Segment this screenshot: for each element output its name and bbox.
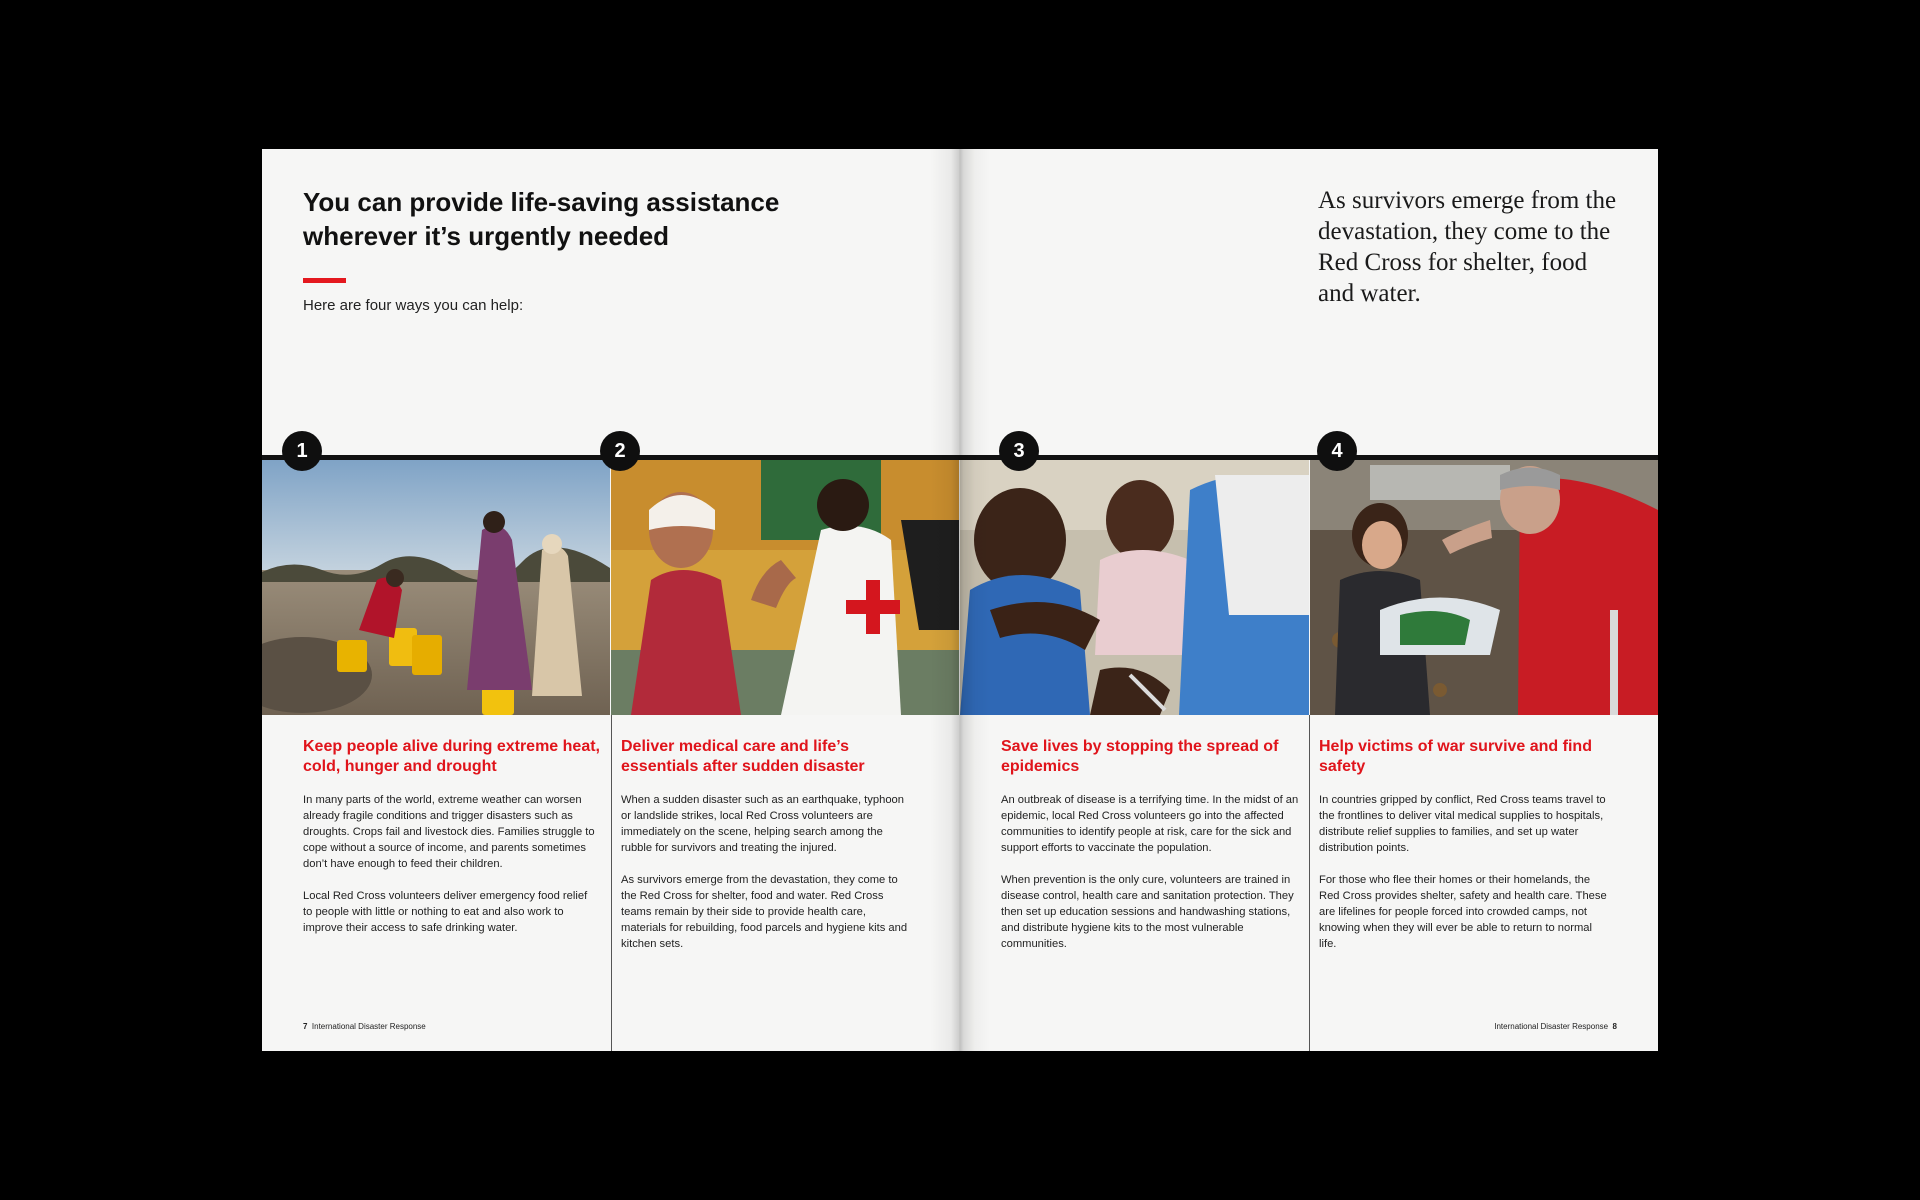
way-1-title: Keep people alive during extreme heat, cold, hunger and drought bbox=[303, 738, 600, 775]
red-accent-rule bbox=[303, 278, 346, 283]
way-2-paragraph: When a sudden disaster such as an earthquake, typhoon or landslide strikes, local Red Cross volunteers are immediately on the scene, helping search among the rubble for survivors and treating the injured. bbox=[621, 794, 904, 854]
way-3-title: Save lives by stopping the spread of epidemics bbox=[1001, 738, 1279, 775]
photo-vaccination bbox=[960, 460, 1309, 715]
way-3-body bbox=[1001, 792, 1301, 968]
left-page-number: 7 bbox=[303, 1022, 308, 1031]
column-divider-3 bbox=[1309, 715, 1310, 1051]
way-1-number-badge: 1 bbox=[282, 431, 322, 471]
way-2-body bbox=[621, 792, 913, 968]
way-4-paragraph: For those who flee their homes or their homelands, the Red Cross provides shelter, safety and health care. These are lifelines for people forced into crowded camps, not knowing when they will ever be able to return to normal life. bbox=[1319, 874, 1607, 950]
right-footer bbox=[1494, 1022, 1617, 1031]
way-1-paragraph: In many parts of the world, extreme weather can worsen already fragile conditions and trigger disasters such as droughts. Crops fail and livestock dies. Families struggle to cope without a source of income, and parents sometimes don’t have enough to feed their children. bbox=[303, 794, 595, 870]
left-footer bbox=[303, 1022, 426, 1031]
way-4-number-badge: 4 bbox=[1317, 431, 1357, 471]
brochure-spread bbox=[262, 149, 1658, 1051]
way-1-body bbox=[303, 792, 595, 952]
way-4-title: Help victims of war survive and find safety bbox=[1319, 738, 1592, 775]
way-4-body bbox=[1319, 792, 1611, 968]
way-4-paragraph: In countries gripped by conflict, Red Cross teams travel to the frontlines to deliver vital medical supplies to hospitals, distribute relief supplies to families, and set up water distribution points. bbox=[1319, 794, 1606, 854]
page-headline: You can provide life-saving assistance wherever it’s urgently needed bbox=[303, 187, 780, 251]
way-3-paragraph: An outbreak of disease is a terrifying time. In the midst of an epidemic, local Red Cross volunteers go into the affected communities to identify people at risk, care for the sick and support efforts to vaccinate the population. bbox=[1001, 794, 1299, 854]
right-page-number: 8 bbox=[1612, 1022, 1617, 1031]
intro-text: Here are four ways you can help: bbox=[303, 297, 524, 314]
way-1-paragraph: Local Red Cross volunteers deliver emergency food relief to people with little or nothing to eat and also work to improve their access to safe drinking water. bbox=[303, 890, 588, 934]
right-footer-label: International Disaster Response bbox=[1494, 1022, 1609, 1031]
photo-medical-care bbox=[611, 460, 959, 715]
column-divider-1 bbox=[611, 715, 612, 1051]
left-footer-label: International Disaster Response bbox=[311, 1022, 426, 1031]
way-2-number-badge: 2 bbox=[600, 431, 640, 471]
photo-conflict-relief bbox=[1310, 460, 1658, 715]
way-3-number-badge: 3 bbox=[999, 431, 1039, 471]
photo-drought-water-collection bbox=[262, 460, 610, 715]
way-3-paragraph: When prevention is the only cure, volunteers are trained in disease control, health care and sanitation protection. They then set up education sessions and handwashing stations, and distribute hygiene kits to the most vulnerable communities. bbox=[1001, 874, 1294, 950]
pull-quote: As survivors emerge from the devastation, they come to the Red Cross for shelter, food and water. bbox=[1318, 187, 1617, 307]
way-2-paragraph: As survivors emerge from the devastation, they come to the Red Cross for shelter, food and water. Red Cross teams remain by their side to provide health care, materials for rebuilding, food parcels and hygiene kits and kitchen sets. bbox=[621, 874, 908, 950]
way-2-title: Deliver medical care and life’s essentials after sudden disaster bbox=[621, 738, 865, 775]
